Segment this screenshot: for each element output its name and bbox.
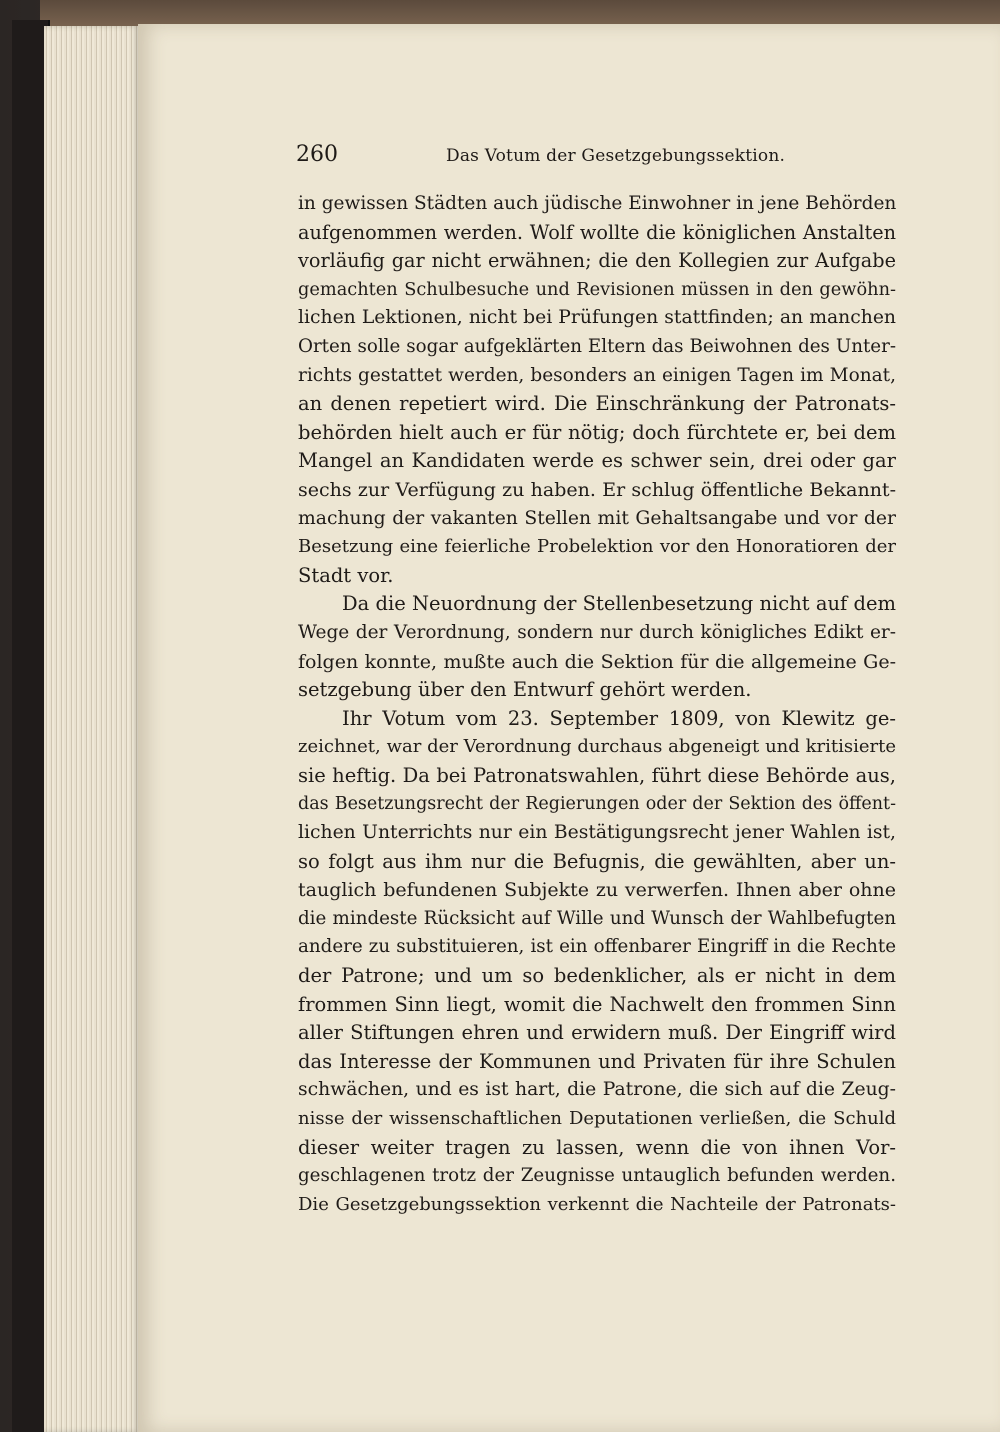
text-line: dieser weiter tragen zu lassen, wenn die von ihnen Vor-	[298, 1135, 896, 1159]
text-line: zeichnet, war der Verordnung durchaus abgeneigt und kritisierte	[298, 736, 896, 758]
text-line: aufgenommen werden. Wolf wollte die königlichen Anstalten	[298, 220, 896, 244]
text-line: nisse der wissenschaftlichen Deputationen verließen, die Schuld	[298, 1108, 896, 1129]
text-line: andere zu substituieren, ist ein offenbarer Eingriff in die Rechte	[298, 936, 896, 958]
text-line: Orten solle sogar aufgeklärten Eltern das Beiwohnen des Unter-	[298, 335, 896, 357]
page-stack-edges	[44, 26, 140, 1432]
text-line: das Besetzungsrecht der Regierungen oder der Sektion des öffent-	[298, 794, 896, 815]
text-line: Wege der Verordnung, sondern nur durch königliches Edikt er-	[298, 621, 896, 643]
page-number: 260	[296, 142, 338, 167]
text-line: vorläufig gar nicht erwähnen; die den Kollegien zur Aufgabe	[298, 249, 896, 273]
text-line: tauglich befundenen Subjekte zu verwerfen. Ihnen aber ohne	[298, 879, 896, 902]
text-line: Mangel an Kandidaten werde es schwer sein, drei oder gar	[298, 449, 896, 473]
text-line: Ihr Votum vom 23. September 1809, von Klewitz ge-	[342, 706, 896, 730]
body-text	[298, 190, 896, 1219]
text-line: an denen repetiert wird. Die Einschränkung der Patronats-	[298, 392, 896, 416]
text-line: aller Stiftungen ehren und erwidern muß. Der Eingriff wird	[298, 1021, 896, 1045]
text-line: die mindeste Rücksicht auf Wille und Wunsch der Wahlbefugten	[298, 907, 896, 929]
text-line: setzgebung über den Entwurf gehört werden.	[298, 678, 752, 702]
text-line: geschlagenen trotz der Zeugnisse untauglich befunden werden.	[298, 1165, 896, 1187]
text-line: sechs zur Verfügung zu haben. Er schlug öffentliche Bekannt-	[298, 478, 896, 501]
text-line: lichen Unterrichts nur ein Bestätigungsrecht jener Wahlen ist,	[298, 822, 896, 844]
page-header	[296, 142, 896, 172]
text-line: der Patrone; und um so bedenklicher, als er nicht in dem	[298, 964, 896, 988]
text-line: gemachten Schulbesuche und Revisionen müssen in den gewöhn-	[298, 279, 896, 300]
text-line: machung der vakanten Stellen mit Gehaltsangabe und vor der	[298, 507, 896, 529]
text-line: das Interesse der Kommunen und Privaten für ihre Schulen	[298, 1049, 896, 1073]
text-line: richts gestattet werden, besonders an einigen Tagen im Monat,	[298, 364, 896, 386]
text-line: folgen konnte, mußte auch die Sektion für die allgemeine Ge-	[298, 650, 896, 673]
text-line: Die Gesetzgebungssektion verkennt die Nachteile der Patronats-	[298, 1193, 896, 1215]
text-line: lichen Lektionen, nicht bei Prüfungen stattfinden; an manchen	[298, 307, 896, 329]
text-line: in gewissen Städten auch jüdische Einwohner in jene Behörden	[298, 193, 897, 214]
text-line: sie heftig. Da bei Patronatswahlen, führt diese Behörde aus,	[298, 763, 896, 787]
text-line: frommen Sinn liegt, womit die Nachwelt den frommen Sinn	[298, 992, 896, 1016]
text-line: Besetzung eine feierliche Probelektion vor den Honoratioren der	[298, 536, 896, 558]
text-line: Da die Neuordnung der Stellenbesetzung nicht auf dem	[342, 592, 896, 616]
text-line: behörden hielt auch er für nötig; doch fürchtete er, bei dem	[298, 420, 896, 444]
text-line: so folgt aus ihm nur die Befugnis, die gewählten, aber un-	[298, 849, 896, 873]
text-line: Stadt vor.	[298, 563, 394, 587]
text-line: schwächen, und es ist hart, die Patrone, die sich auf die Zeug-	[298, 1079, 896, 1101]
running-title: Das Votum der Gesetzgebungssektion.	[446, 146, 786, 166]
